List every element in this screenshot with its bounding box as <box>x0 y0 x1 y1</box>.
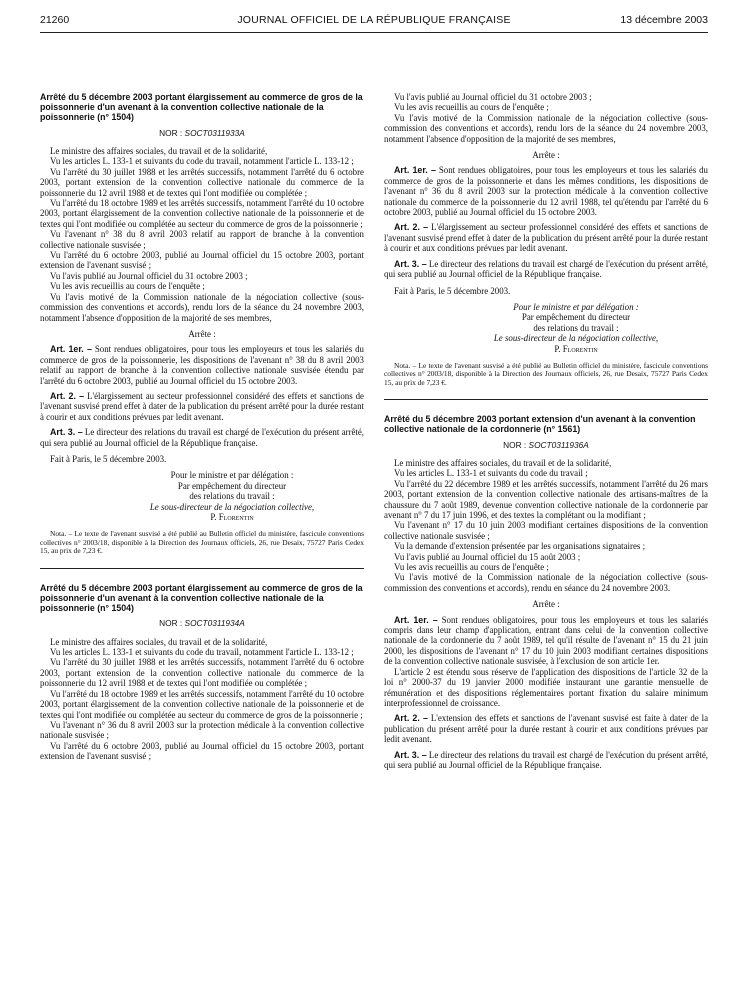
paragraph: Vu l'arrêté du 6 octobre 2003, publié au Journal officiel du 15 octobre 2003, portant extension de l'avenant susvisé ; <box>40 740 364 762</box>
paragraph: Vu les articles L. 133-1 et suivants du code du travail ; <box>394 468 588 479</box>
paragraph: Vu l'avenant n° 36 du 8 avril 2003 sur la protection médicale à la convention collective nationale susvisée ; <box>40 719 364 741</box>
nota-note: Nota. – Le texte de l'avenant susvisé a été publié au Bulletin officiel du ministère, fascicule conventions collectives n° 2003/18, disponible à la Direction des Journaux officiels, 26, rue Desaix, 75727 Paris Cedex 15, au prix de 7,23 €. <box>40 529 364 556</box>
paragraph: Vu l'arrêté du 30 juillet 1988 et les arrêtés successifs, notamment l'arrêté du 6 octobre 2003, portant extension de la convention collective nationale du commerce de la poissonnerie du 12 avril 1988 et de textes qui l'ont modifiée ou complétée ; <box>40 166 364 198</box>
paragraph: Le ministre des affaires sociales, du travail et de la solidarité, <box>50 636 268 647</box>
article-1: Art. 1er. – Sont rendues obligatoires, pour tous les employeurs et tous les salariés du commerce de gros de la poissonnerie, les dispositions de l'avenant n° 38 du 8 avril 2003 relatif au rapport de branche à la convention collective nationale susvisée étendu par l'arrêté du 6 octobre 2003, publié au Journal officiel du 15 octobre 2003. <box>40 344 364 386</box>
article-1: Art. 1er. – Sont rendues obligatoires, pour tous les employeurs et tous les salariés compris dans leur champ d'application, entrant dans celui de la convention collective nationale de la cordonnerie du 7 août 1989, tel qu'il résulte de l'avenant n° 15 du 21 juin 2000, les dispositions de l'avenant n° 17 du 10 juin 2003 modifiant certaines dispositions de la convention collective nationale susvisée, à l'exclusion de son article 1er. <box>384 614 709 667</box>
paragraph: Vu les avis recueillis au cours de l'enquête ; <box>394 562 549 573</box>
article-3: Art. 3. – Le directeur des relations du travail est chargé de l'exécution du présent arrêté, qui sera publié au Journal officiel de la République française. <box>384 258 709 280</box>
signature-date: Fait à Paris, le 5 décembre 2003. <box>50 453 167 464</box>
paragraph: Vu l'avis motivé de la Commission nationale de la négociation collective (sous-commission des conventions et accords), rendu lors de la séance du 24 novembre 2003, notamment l'absence d'opposition de la majorité de ses membres, <box>384 112 708 144</box>
decree-title-3: Arrêté du 5 décembre 2003 portant extension d'un avenant à la convention collective nationale de la cordonnerie (n° 1561) <box>384 414 696 435</box>
decree-title-2: Arrêté du 5 décembre 2003 portant élargissement au commerce de gros de la poissonnerie d'un avenant à la convention collective nationale de la poissonnerie (n° 1504) <box>40 582 363 614</box>
nor-reference-1: NOR : SOCT0311933A <box>159 127 245 138</box>
article-2: Art. 2. – L'élargissement au secteur professionnel considéré des effets et sanctions de l'avenant susvisé prend effet à dater de la publication du présent arrêté pour la durée restant à courir et aux conditions prévues par ledit avenant. <box>40 390 365 422</box>
paragraph: Vu l'avis publié au Journal officiel du 15 août 2003 ; <box>394 551 581 562</box>
nor-reference-3: NOR : SOCT0311936A <box>503 439 589 450</box>
signature-block: Pour le ministre et par délégation : Par empêchement du directeur des relations du travail : Le sous-directeur de la négociation collective, P. Florentin <box>493 301 659 354</box>
separator <box>40 568 364 569</box>
paragraph: Le ministre des affaires sociales, du travail et de la solidarité, <box>50 146 268 157</box>
paragraph: Vu les articles L. 133-1 et suivants du code du travail, notamment l'article L. 133-12 ; <box>50 647 354 658</box>
signature-date: Fait à Paris, le 5 décembre 2003. <box>394 285 511 296</box>
decree-title-1: Arrêté du 5 décembre 2003 portant élargissement au commerce de gros de la poissonnerie d'un avenant à la convention collective nationale de la poissonnerie (n° 1504) <box>40 92 363 123</box>
article-1: Art. 1er. – Sont rendues obligatoires, pour tous les employeurs et tous les salariés du commerce de gros de la poissonnerie et dans les mêmes conditions, les dispositions de l'avenant n° 36 du 8 avril 2003 sur la protection médicale à la convention collective nationale du commerce de la poissonnerie du 12 avril 1988, tel qu'étendu par l'arrêté du 6 octobre 2003, publié au Journal officiel du 15 octobre 2003. <box>384 165 708 218</box>
journal-title: JOURNAL OFFICIEL DE LA RÉPUBLIQUE FRANÇAISE <box>237 14 511 26</box>
separator <box>384 399 708 400</box>
paragraph: Vu les avis recueillis au cours de l'enquête ; <box>394 102 549 113</box>
paragraph: Vu l'arrêté du 18 octobre 1989 et les arrêtés successifs, notamment l'arrêté du 10 octobre 2003, portant élargissement de la convention collective nationale de la poissonnerie et de textes qui l'ont modifiée ou complétée au secteur du commerce de gros de la poissonnerie ; <box>40 688 364 720</box>
paragraph: Vu l'arrêté du 30 juillet 1988 et les arrêtés successifs, notamment l'arrêté du 6 octobre 2003, portant extension de la convention collective nationale du commerce de la poissonnerie du 12 avril 1988 et de textes qui l'ont modifiée ou complétée ; <box>40 657 364 689</box>
paragraph: L'article 2 est étendu sous réserve de l'application des dispositions de l'article 32 de la loi n° 2000-37 du 19 janvier 2000 modifiée instaurant une garantie mensuelle de rémunération et des dispositions réglementaires portant fixation du salaire minimum interprofessionnel de croissance. <box>384 666 708 708</box>
paragraph: Vu l'avis motivé de la Commission nationale de la négociation collective (sous-commission des conventions et accords), rendu en séance du 24 novembre 2003. <box>384 572 708 593</box>
page-header <box>40 12 708 33</box>
paragraph: Vu les articles L. 133-1 et suivants du code du travail, notamment l'article L. 133-12 ; <box>50 156 354 167</box>
arrete-heading: Arrête : <box>532 599 560 610</box>
article-3: Art. 3. – Le directeur des relations du travail est chargé de l'exécution du présent arrêté, qui sera publié au Journal officiel de la République française. <box>384 749 709 770</box>
signature-block: Pour le ministre et par délégation : Par empêchement du directeur des relations du travail : Le sous-directeur de la négociation collective, P. Florentin <box>149 470 315 523</box>
paragraph: Vu l'avis publié au Journal officiel du 31 octobre 2003 ; <box>50 270 248 281</box>
article-3: Art. 3. – Le directeur des relations du travail est chargé de l'exécution du présent arrêté, qui sera publié au Journal officiel de la République française. <box>40 427 365 448</box>
paragraph: Vu l'avenant n° 17 du 10 juin 2003 modifiant certaines dispositions de la convention collective nationale susvisée ; <box>384 520 708 541</box>
right-column <box>384 92 708 770</box>
nor-reference-2: NOR : SOCT0311934A <box>159 618 245 629</box>
paragraph: Le ministre des affaires sociales, du travail et de la solidarité, <box>394 457 612 468</box>
paragraph: Vu la demande d'extension présentée par les organisations signataires ; <box>394 541 646 552</box>
paragraph: Vu l'arrêté du 18 octobre 1989 et les arrêtés successifs, notamment l'arrêté du 10 octobre 2003, portant élargissement de la convention collective nationale de la poissonnerie et de textes qui l'ont modifiée ou complétée au secteur du commerce de gros de la poissonnerie ; <box>40 198 364 229</box>
paragraph: Vu l'avis publié au Journal officiel du 31 octobre 2003 ; <box>394 92 592 102</box>
page-number: 21260 <box>40 14 70 26</box>
article-2: Art. 2. – L'élargissement au secteur professionnel considéré des effets et sanctions de l'avenant susvisé prend effet à dater de la publication du présent arrêté pour la durée restant à courir et aux conditions prévues par ledit avenant. <box>384 222 709 254</box>
paragraph: Vu les avis recueillis au cours de l'enquête ; <box>50 281 205 292</box>
paragraph: Vu l'arrêté du 22 décembre 1989 et les arrêtés successifs, notamment l'arrêté du 26 mars 2003, portant extension de la convention collective nationale des artisans-maîtres de la chaussure du 7 août 1989, devenue convention collective nationale de la cordonnerie par avenant n° 7 du 17 juin 1996, et des textes la complétant ou la modifiant ; <box>384 478 708 520</box>
paragraph: Vu l'arrêté du 6 octobre 2003, publié au Journal officiel du 15 octobre 2003, portant extension de l'avenant susvisé ; <box>40 250 364 271</box>
issue-date: 13 décembre 2003 <box>620 14 708 26</box>
left-column <box>40 92 364 762</box>
article-2: Art. 2. – L'extension des effets et sanctions de l'avenant susvisé est faite à dater de la publication du présent arrêté pour la durée restant à courir et aux conditions prévues par ledit avenant. <box>384 713 709 745</box>
paragraph: Vu l'avis motivé de la Commission nationale de la négociation collective (sous-commission des conventions et accords), rendu lors de la séance du 24 novembre 2003, notamment l'absence d'opposition de la majorité de ses membres, <box>40 291 364 323</box>
arrete-heading: Arrête : <box>188 328 216 339</box>
nota-note: Nota. – Le texte de l'avenant susvisé a été publié au Bulletin officiel du ministère, fascicule conventions collectives n° 2003/18, disponible à la Direction des Journaux officiels, 26, rue Desaix, 75727 Paris Cedex 15, au prix de 7,23 €. <box>384 360 708 387</box>
arrete-heading: Arrête : <box>532 150 560 161</box>
paragraph: Vu l'avenant n° 38 du 8 avril 2003 relatif au rapport de branche à la convention collective nationale susvisée ; <box>40 229 364 250</box>
